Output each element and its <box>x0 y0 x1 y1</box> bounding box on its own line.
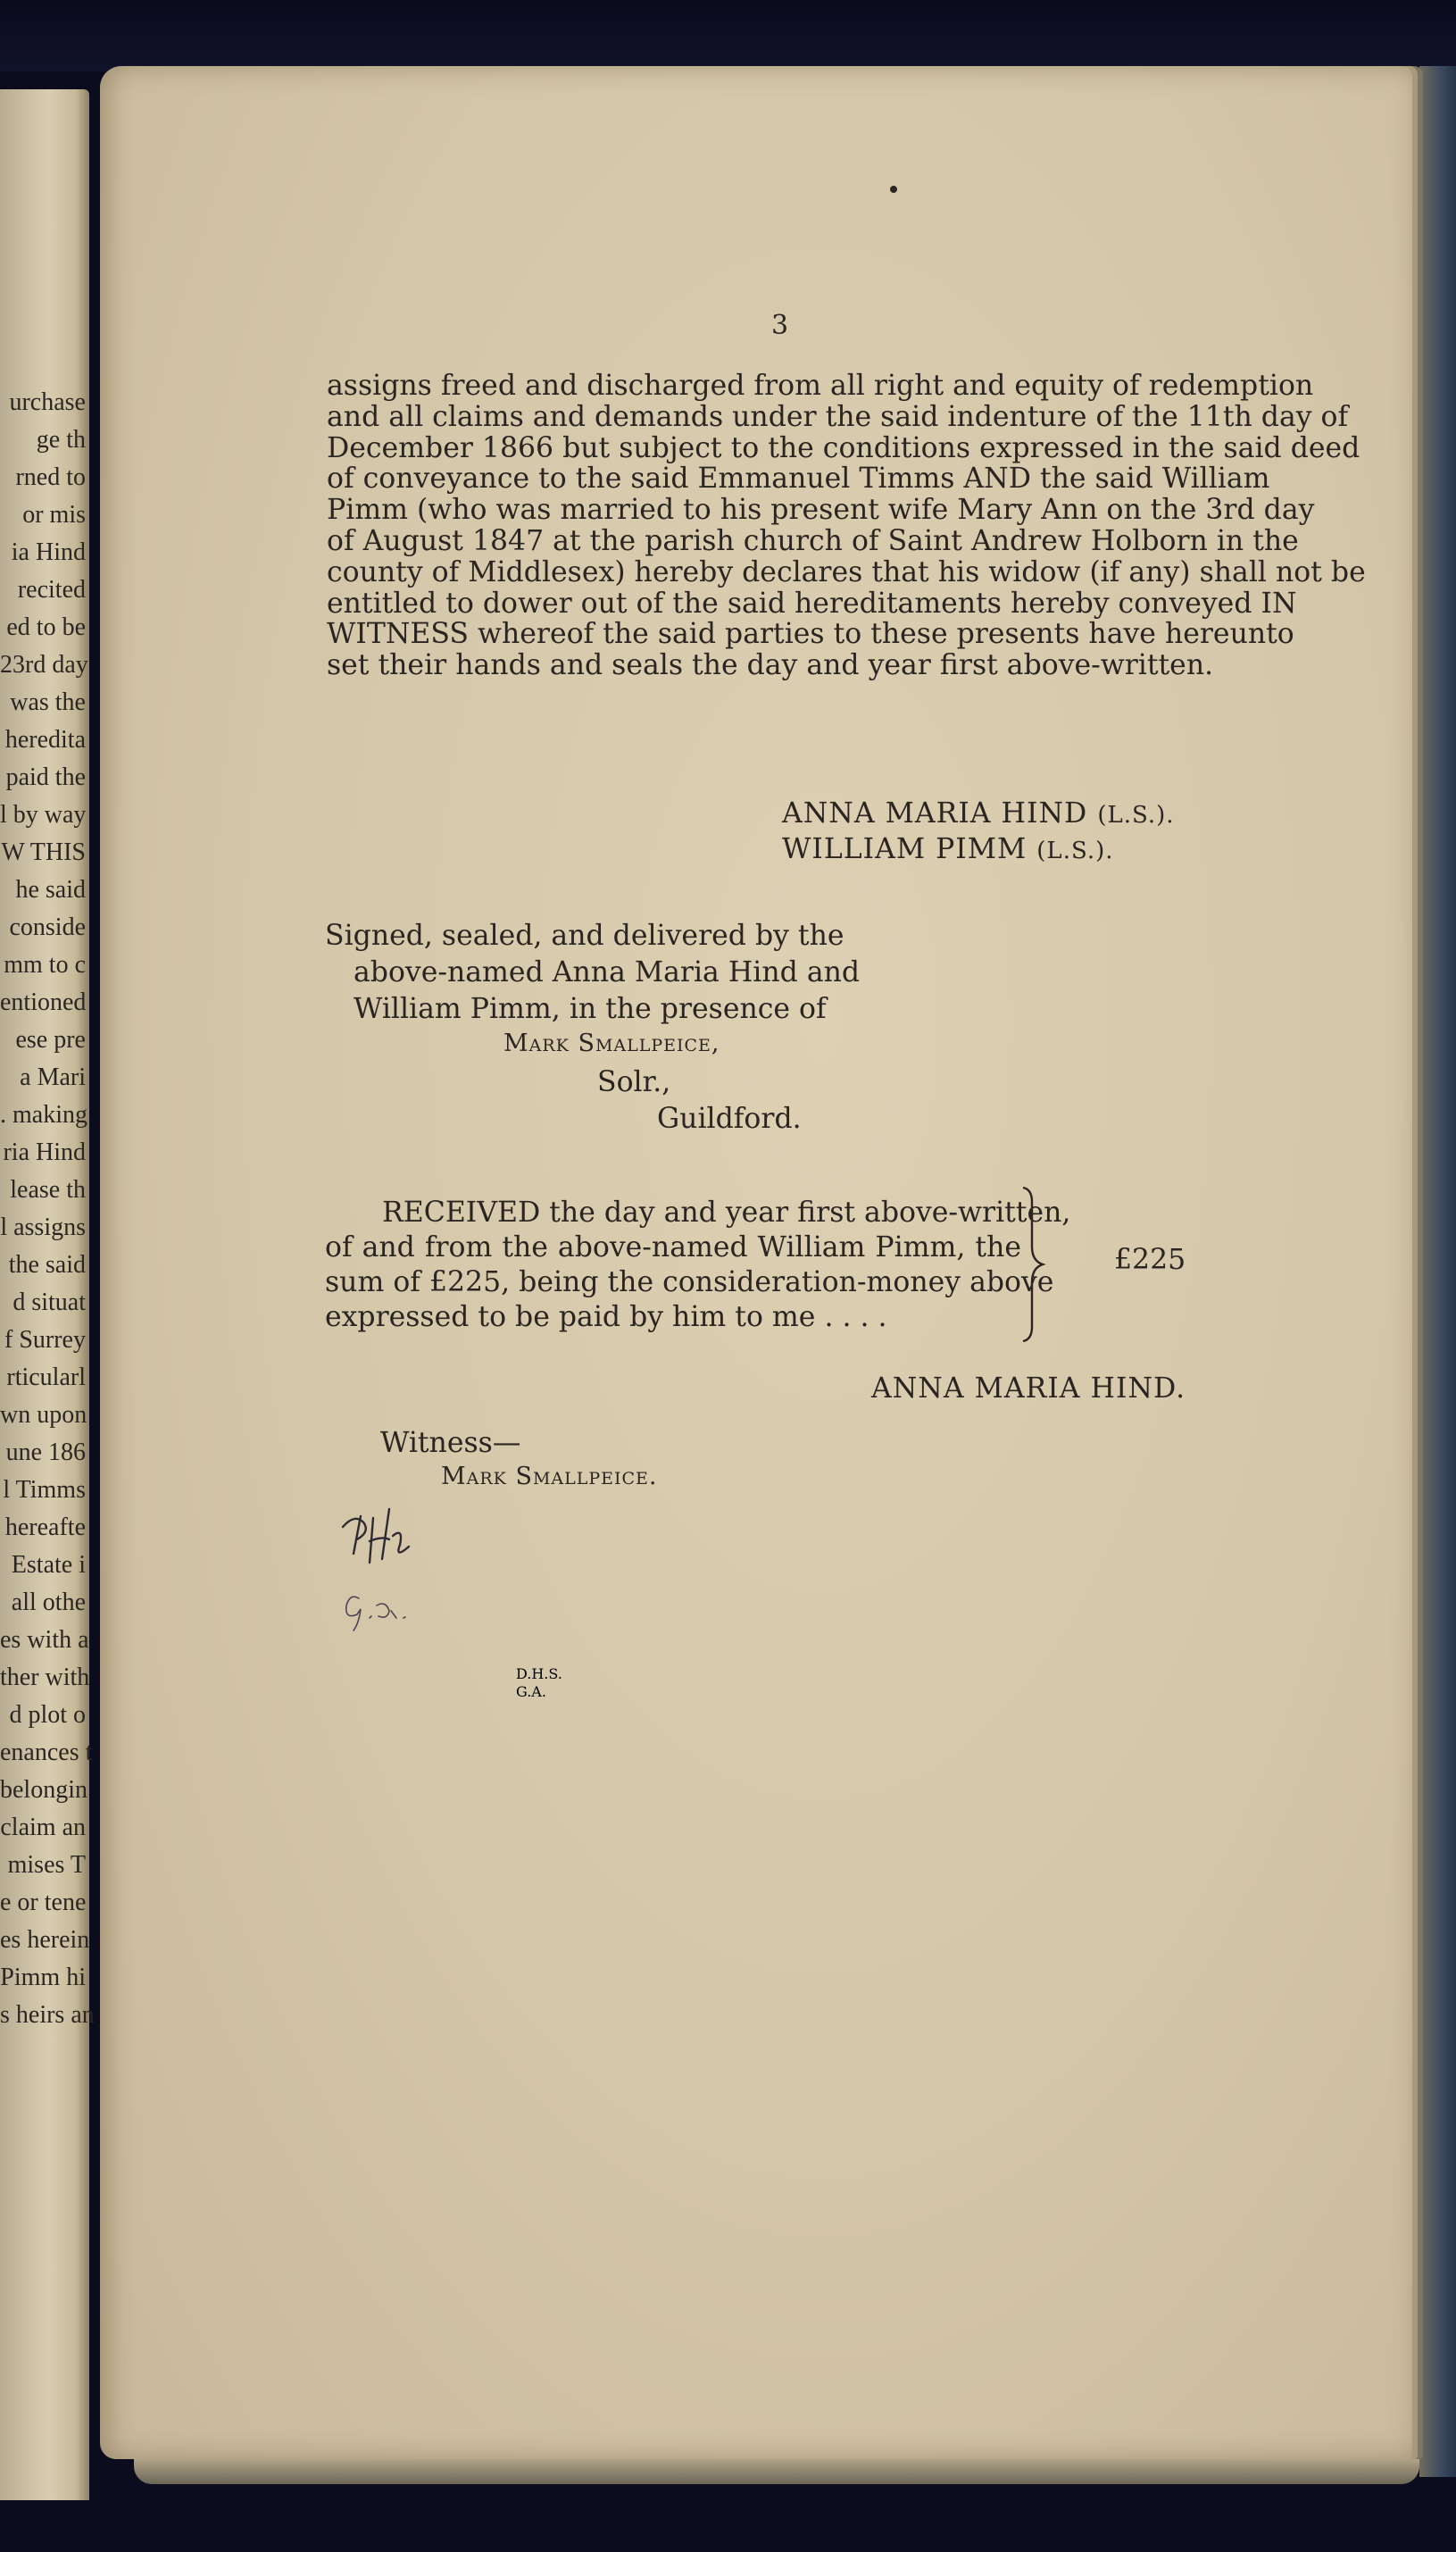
page-number: 3 <box>771 310 789 341</box>
left-page-fragment: l by way <box>0 801 87 829</box>
paragraph-line: of conveyance to the said Emmanuel Timms AND the said William <box>327 463 1270 496</box>
witness-label: Witness— <box>380 1427 521 1459</box>
left-page-fragment: ia Hind <box>11 538 86 566</box>
left-page-fragment: es with a <box>0 1626 89 1654</box>
deed-paragraph <box>327 370 1366 682</box>
left-page-fragment: W THIS <box>1 838 86 866</box>
receipt-line: expressed to be paid by him to me . . . . <box>325 1301 887 1333</box>
left-page-fragment: lease th <box>10 1176 86 1204</box>
ink-dot <box>890 186 897 193</box>
receipt-block <box>325 1197 1071 1336</box>
attestation-line: above-named Anna Maria Hind and <box>354 956 861 988</box>
paragraph-line: county of Middlesex) hereby declares that his widow (if any) shall not be <box>327 555 1366 588</box>
left-page-fragment: d situat <box>12 1289 86 1316</box>
left-page-fragment: claim an <box>0 1814 86 1841</box>
left-page-fragment: 23rd day <box>0 651 88 679</box>
left-page-fragment: e or tene <box>0 1889 87 1916</box>
witness-block <box>380 1427 658 1498</box>
signature-line <box>782 797 1175 833</box>
left-page-fragment: es herein <box>0 1926 90 1954</box>
paragraph-line: assigns freed and discharged from all right and equity of redemption <box>327 370 1314 402</box>
left-page-fragment: une 186 <box>5 1439 86 1466</box>
left-page-fragment: recited <box>17 576 86 604</box>
paragraph-line: December 1866 but subject to the conditions expressed in the said deed <box>327 431 1360 464</box>
signatory-name: ANNA MARIA HIND <box>782 797 1088 830</box>
left-page-fragment: wn upon <box>0 1401 87 1429</box>
receipt-line: sum of £225, being the consideration-money above <box>325 1266 1054 1298</box>
left-page-fragment: paid the <box>5 763 86 791</box>
receipt-amount: £225 <box>1114 1244 1186 1276</box>
witness-name: Mark Smallpeice. <box>441 1463 658 1490</box>
left-page-fragment: heredita <box>4 726 86 754</box>
curly-brace <box>1019 1184 1046 1345</box>
book-edge <box>1419 66 1456 2477</box>
handwritten-initials <box>337 1500 562 1700</box>
handwriting-text: D.H.S. <box>516 1665 562 1682</box>
left-page-fragment: enances t <box>0 1739 93 1766</box>
left-page-fragment: rned to <box>15 463 86 491</box>
left-page-fragment: was the <box>10 688 86 716</box>
left-page-fragment: mises T <box>7 1851 86 1879</box>
left-page-fragment: ed to be <box>6 613 86 641</box>
left-page-fragment: a Mari <box>20 1063 86 1091</box>
paragraph-line: of August 1847 at the parish church of Saint Andrew Holborn in the <box>327 524 1299 557</box>
paragraph-line: Pimm (who was married to his present wife Mary Ann on the 3rd day <box>327 494 1315 527</box>
signatory-name: WILLIAM PIMM <box>782 833 1028 865</box>
attestation-line: Signed, sealed, and delivered by the <box>325 920 844 952</box>
left-page-fragment: l Timms <box>3 1476 86 1504</box>
left-page-fragment: all othe <box>11 1589 86 1616</box>
left-page-text <box>0 384 95 2034</box>
background-top <box>0 0 1456 71</box>
paragraph-line: and all claims and demands under the said indenture of the 11th day of <box>327 400 1349 433</box>
signature-block <box>782 797 1175 869</box>
paragraph-line: WITNESS whereof the said parties to these presents have hereunto <box>327 618 1294 651</box>
left-page-fragment: ria Hind <box>3 1138 86 1166</box>
left-page-fragment: mm to c <box>4 951 86 979</box>
page-bottom-edge <box>134 2457 1419 2484</box>
witness-name: Mark Smallpeice, <box>503 1030 720 1057</box>
left-page-fragment: . making <box>0 1101 87 1129</box>
seal-mark: (L.S.). <box>1036 838 1114 864</box>
paragraph-line: set their hands and seals the day and year first above-written. <box>327 649 1214 682</box>
left-page-fragment: urchase <box>9 388 86 416</box>
handwriting-note: G.A. <box>516 1683 546 1700</box>
left-page-fragment: d plot o <box>9 1701 86 1729</box>
witness-title: Solr., <box>597 1066 671 1098</box>
receipt-signature: ANNA MARIA HIND. <box>871 1372 1186 1405</box>
attestation-line: William Pimm, in the presence of <box>354 993 827 1025</box>
left-page-fragment: Pimm hi <box>0 1964 86 1991</box>
witness-place: Guildford. <box>657 1103 802 1135</box>
seal-mark: (L.S.). <box>1097 802 1175 829</box>
attestation-block <box>325 920 861 1139</box>
left-page-fragment: rticularl <box>6 1364 86 1391</box>
left-page-fragment: s heirs an <box>0 2001 95 2029</box>
left-page-fragment: Estate i <box>11 1551 86 1579</box>
left-page-fragment: hereafte <box>4 1514 86 1541</box>
receipt-line: of and from the above-named William Pimm, the <box>325 1231 1021 1263</box>
left-page-fragment: ther with <box>0 1664 90 1691</box>
left-page-fragment: f Surrey <box>4 1326 86 1354</box>
signature-line <box>782 833 1175 869</box>
left-page-fragment: the said <box>8 1251 86 1279</box>
left-page-fragment: ese pre <box>15 1026 86 1054</box>
left-page-fragment: entioned <box>0 988 87 1016</box>
receipt-line: RECEIVED the day and year first above-written, <box>382 1197 1071 1229</box>
left-page-fragment: or mis <box>22 501 86 529</box>
left-page-fragment: he said <box>15 876 86 904</box>
paragraph-line: entitled to dower out of the said hereditaments hereby conveyed IN <box>327 587 1297 620</box>
left-page-fragment: ge th <box>36 426 86 454</box>
left-page <box>0 89 95 2500</box>
left-page-fragment: belongin <box>0 1776 87 1804</box>
left-page-fragment: conside <box>9 913 86 941</box>
left-page-fragment: l assigns <box>0 1213 86 1241</box>
